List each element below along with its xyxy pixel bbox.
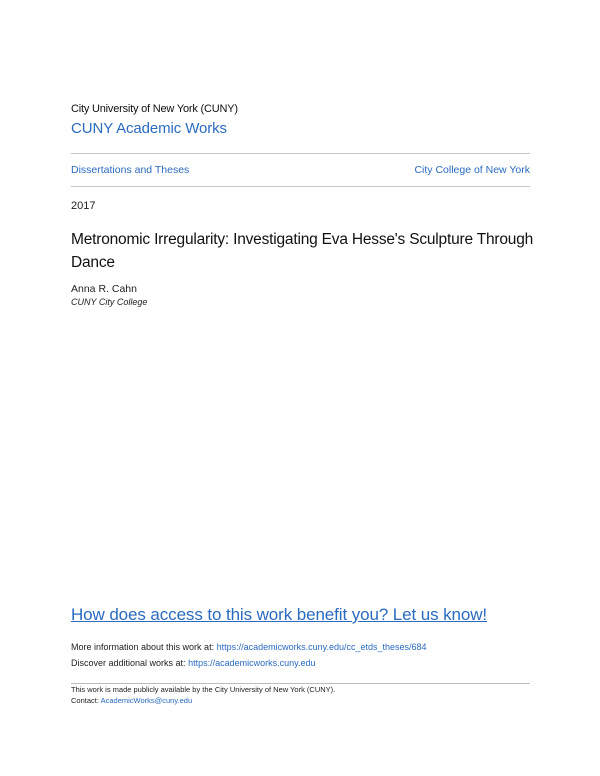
divider-top [71, 153, 530, 154]
contact-label: Contact: [71, 696, 101, 705]
institution-name: City University of New York (CUNY) [71, 103, 238, 115]
divider-bottom [71, 683, 530, 684]
more-info-line [71, 642, 427, 652]
collection-link[interactable]: Dissertations and Theses [71, 164, 190, 176]
availability-notice: This work is made publicly available by the City University of New York (CUNY). [71, 685, 336, 694]
divider-middle [71, 186, 530, 187]
more-info-label: More information about this work at: [71, 642, 217, 652]
author-name: Anna R. Cahn [71, 283, 137, 295]
discover-label: Discover additional works at: [71, 658, 189, 668]
paper-title: Metronomic Irregularity: Investigating Eva Hesse's Sculpture Through Dance [71, 231, 534, 271]
author-affiliation: CUNY City College [71, 297, 148, 307]
publication-year: 2017 [71, 200, 96, 212]
discover-url[interactable]: https://academicworks.cuny.edu [188, 658, 316, 668]
contact-line [71, 696, 192, 705]
contact-email[interactable]: AcademicWorks@cuny.edu [100, 696, 193, 705]
repository-link[interactable]: CUNY Academic Works [71, 120, 227, 137]
discover-line [71, 658, 315, 668]
more-info-url[interactable]: https://academicworks.cuny.edu/cc_etds_theses/684 [216, 642, 427, 652]
feedback-link[interactable]: How does access to this work benefit you? Let us know! [71, 605, 488, 624]
college-link[interactable]: City College of New York [414, 164, 530, 176]
